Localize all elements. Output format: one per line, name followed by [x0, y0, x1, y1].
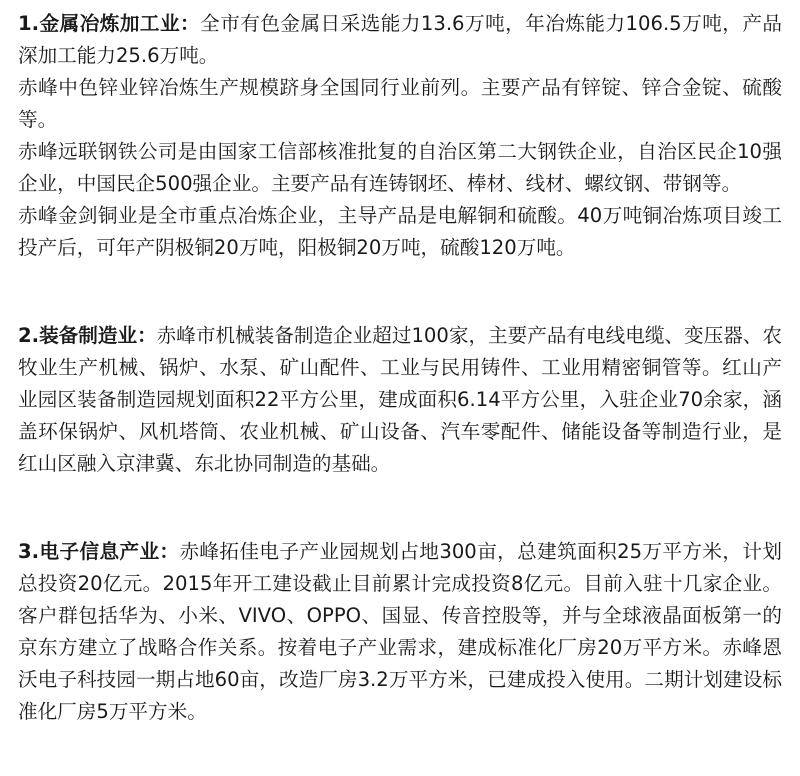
section-2-intro [18, 320, 782, 480]
section-1-intro [18, 8, 782, 72]
section-2-heading: 2.装备制造业： [18, 324, 157, 347]
section-3-heading: 3.电子信息产业： [18, 540, 180, 563]
section-1-paragraph-copper: 赤峰金剑铜业是全市重点冶炼企业，主导产品是电解铜和硫酸。40万吨铜冶炼项目竣工投产后，可年产阴极铜20万吨，阳极铜20万吨，硫酸120万吨。 [18, 204, 782, 259]
section-metal-smelting [18, 8, 782, 264]
section-1-paragraph-zinc: 赤峰中色锌业锌冶炼生产规模跻身全国同行业前列。主要产品有锌锭、锌合金锭、硫酸等。 [18, 76, 782, 131]
section-1-text: 全市有色金属日采选能力13.6万吨，年冶炼能力106.5万吨，产品深加工能力25.6万吨。 [18, 12, 782, 67]
section-2-text: 赤峰市机械装备制造企业超过100家，主要产品有电线电缆、变压器、农牧业生产机械、锅炉、水泵、矿山配件、工业与民用铸件、工业用精密铜管等。红山产业园区装备制造园规划面积22平方公里，建成面积6.14平方公里，入驻企业70余家，涵盖环保锅炉、风机塔筒、农业机械、矿山设备、汽车零配件、储能设备等制造行业，是红山区融入京津冀、东北协同制造的基础。 [18, 324, 782, 475]
section-3-text: 赤峰拓佳电子产业园规划占地300亩，总建筑面积25万平方米，计划总投资20亿元。2015年开工建设截止目前累计完成投资8亿元。目前入驻十几家企业。客户群包括华为、小米、VIVO、OPPO、国显、传音控股等，并与全球液晶面板第一的京东方建立了战略合作关系。按着电子产业需求，建成标准化厂房20万平方米。赤峰恩沃电子科技园一期占地60亩，改造厂房3.2万平方米，已建成投入使用。二期计划建设标准化厂房5万平方米。 [18, 540, 782, 723]
section-3-intro [18, 536, 782, 728]
section-equipment-manufacturing [18, 320, 782, 480]
section-1-heading: 1.金属冶炼加工业： [18, 12, 201, 35]
section-1-paragraph-steel: 赤峰远联钢铁公司是由国家工信部核准批复的自治区第二大钢铁企业，自治区民企10强企业，中国民企500强企业。主要产品有连铸钢坯、棒材、线材、螺纹钢、带钢等。 [18, 140, 782, 195]
section-electronic-information [18, 536, 782, 728]
